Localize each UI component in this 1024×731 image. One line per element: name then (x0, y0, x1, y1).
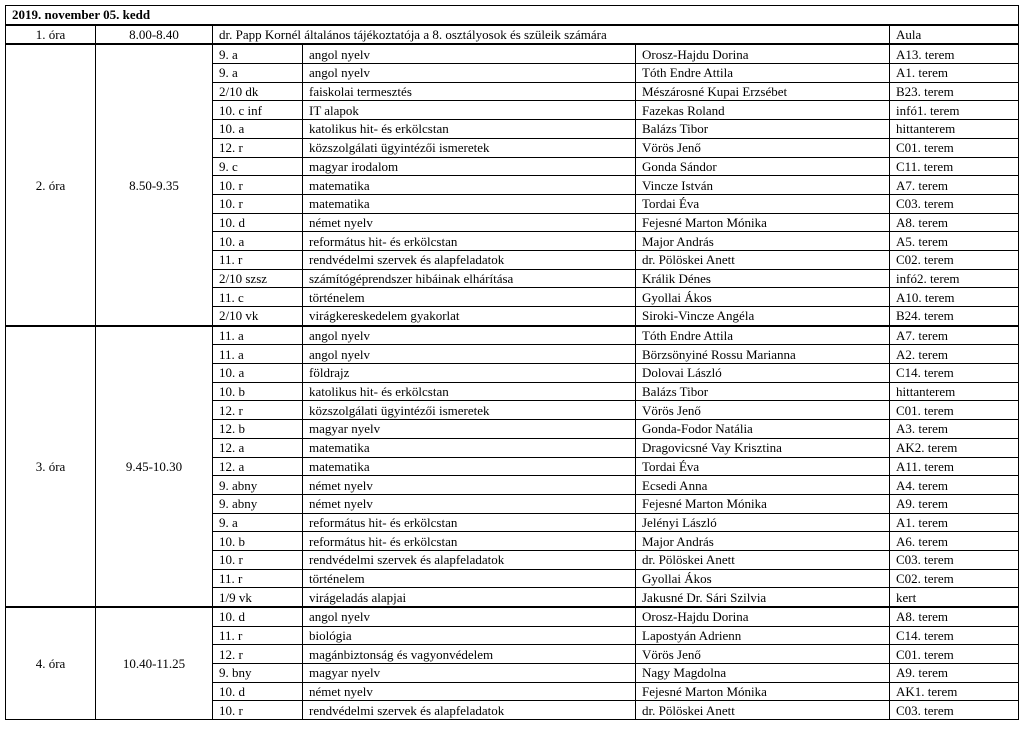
class-cell: 12. a (213, 457, 303, 476)
room-cell: A1. terem (890, 513, 1019, 532)
subject-cell: közszolgálati ügyintézői ismeretek (303, 138, 636, 157)
teacher-cell: Jakusné Dr. Sári Szilvia (636, 588, 890, 607)
room-cell: AK2. terem (890, 438, 1019, 457)
teacher-cell: dr. Pölöskei Anett (636, 250, 890, 269)
class-cell: 11. c (213, 288, 303, 307)
subject-cell: angol nyelv (303, 44, 636, 63)
teacher-cell: Gyollai Ákos (636, 569, 890, 588)
subject-cell: földrajz (303, 364, 636, 383)
room-cell: C01. terem (890, 645, 1019, 664)
room-cell: B23. terem (890, 82, 1019, 101)
date-header: 2019. november 05. kedd (6, 6, 1019, 25)
teacher-cell: Gonda-Fodor Natália (636, 420, 890, 439)
teacher-cell: Tóth Endre Attila (636, 326, 890, 345)
teacher-cell: Fazekas Roland (636, 101, 890, 120)
subject-cell: matematika (303, 176, 636, 195)
subject-cell: német nyelv (303, 476, 636, 495)
room-cell: A13. terem (890, 44, 1019, 63)
teacher-cell: Vörös Jenő (636, 645, 890, 664)
class-cell: 11. r (213, 626, 303, 645)
subject-cell: rendvédelmi szervek és alapfeladatok (303, 250, 636, 269)
teacher-cell: Fejesné Marton Mónika (636, 213, 890, 232)
subject-cell: angol nyelv (303, 607, 636, 626)
table-row (6, 44, 1019, 63)
teacher-cell: Dragovicsné Vay Krisztina (636, 438, 890, 457)
teacher-cell: Balázs Tibor (636, 120, 890, 139)
teacher-cell: Králik Dénes (636, 269, 890, 288)
class-cell: 12. r (213, 138, 303, 157)
room-cell: A5. terem (890, 232, 1019, 251)
period-label: 1. óra (6, 25, 96, 45)
room-cell: B24. terem (890, 307, 1019, 326)
class-cell: 10. a (213, 120, 303, 139)
subject-cell: történelem (303, 288, 636, 307)
teacher-cell: Tordai Éva (636, 194, 890, 213)
subject-cell: számítógéprendszer hibáinak elhárítása (303, 269, 636, 288)
class-cell: 11. r (213, 569, 303, 588)
class-cell: 12. r (213, 645, 303, 664)
class-cell: 9. c (213, 157, 303, 176)
teacher-cell: Fejesné Marton Mónika (636, 682, 890, 701)
period-time: 9.45-10.30 (96, 326, 213, 607)
class-cell: 10. r (213, 701, 303, 720)
period-time: 8.50-9.35 (96, 44, 213, 325)
room-cell: A6. terem (890, 532, 1019, 551)
room-cell: C03. terem (890, 701, 1019, 720)
subject-cell: református hit- és erkölcstan (303, 532, 636, 551)
subject-cell: magánbiztonság és vagyonvédelem (303, 645, 636, 664)
period-block (6, 607, 1019, 720)
subject-cell: IT alapok (303, 101, 636, 120)
class-cell: 11. a (213, 326, 303, 345)
period-block (6, 326, 1019, 607)
class-cell: 10. d (213, 682, 303, 701)
class-cell: 2/10 dk (213, 82, 303, 101)
teacher-cell: Fejesné Marton Mónika (636, 494, 890, 513)
event-description: dr. Papp Kornél általános tájékoztatója a 8. osztályosok és szüleik számára (213, 25, 890, 45)
room-cell: A9. terem (890, 664, 1019, 683)
teacher-cell: Tordai Éva (636, 457, 890, 476)
table-row (6, 607, 1019, 626)
period-label: 4. óra (6, 607, 96, 720)
class-cell: 10. d (213, 213, 303, 232)
subject-cell: angol nyelv (303, 326, 636, 345)
subject-cell: magyar nyelv (303, 420, 636, 439)
subject-cell: rendvédelmi szervek és alapfeladatok (303, 550, 636, 569)
subject-cell: virágkereskedelem gyakorlat (303, 307, 636, 326)
class-cell: 9. abny (213, 494, 303, 513)
teacher-cell: Lapostyán Adrienn (636, 626, 890, 645)
class-cell: 10. r (213, 176, 303, 195)
subject-cell: református hit- és erkölcstan (303, 232, 636, 251)
room-cell: C01. terem (890, 401, 1019, 420)
teacher-cell: Vörös Jenő (636, 401, 890, 420)
class-cell: 9. abny (213, 476, 303, 495)
class-cell: 10. r (213, 550, 303, 569)
teacher-cell: Gyollai Ákos (636, 288, 890, 307)
subject-cell: rendvédelmi szervek és alapfeladatok (303, 701, 636, 720)
class-cell: 2/10 szsz (213, 269, 303, 288)
first-period-row (6, 25, 1019, 45)
teacher-cell: Vörös Jenő (636, 138, 890, 157)
teacher-cell: Balázs Tibor (636, 382, 890, 401)
room-cell: infó2. terem (890, 269, 1019, 288)
subject-cell: történelem (303, 569, 636, 588)
class-cell: 11. a (213, 345, 303, 364)
class-cell: 10. b (213, 532, 303, 551)
class-cell: 10. r (213, 194, 303, 213)
room-cell: A4. terem (890, 476, 1019, 495)
room-cell: C14. terem (890, 626, 1019, 645)
room-cell: A8. terem (890, 213, 1019, 232)
teacher-cell: Mészárosné Kupai Erzsébet (636, 82, 890, 101)
subject-cell: angol nyelv (303, 345, 636, 364)
schedule-table (5, 5, 1019, 720)
class-cell: 9. a (213, 44, 303, 63)
subject-cell: matematika (303, 438, 636, 457)
room-cell: A7. terem (890, 176, 1019, 195)
teacher-cell: Major András (636, 532, 890, 551)
subject-cell: német nyelv (303, 494, 636, 513)
class-cell: 1/9 vk (213, 588, 303, 607)
room-cell: C03. terem (890, 194, 1019, 213)
period-label: 3. óra (6, 326, 96, 607)
subject-cell: közszolgálati ügyintézői ismeretek (303, 401, 636, 420)
subject-cell: matematika (303, 194, 636, 213)
teacher-cell: Gonda Sándor (636, 157, 890, 176)
teacher-cell: Siroki-Vincze Angéla (636, 307, 890, 326)
room-cell: C14. terem (890, 364, 1019, 383)
class-cell: 9. a (213, 513, 303, 532)
teacher-cell: Vincze István (636, 176, 890, 195)
room-cell: hittanterem (890, 382, 1019, 401)
class-cell: 11. r (213, 250, 303, 269)
period-block (6, 44, 1019, 325)
room-cell: A7. terem (890, 326, 1019, 345)
room-cell: A3. terem (890, 420, 1019, 439)
room-cell: hittanterem (890, 120, 1019, 139)
teacher-cell: dr. Pölöskei Anett (636, 550, 890, 569)
class-cell: 9. a (213, 64, 303, 83)
teacher-cell: Nagy Magdolna (636, 664, 890, 683)
subject-cell: magyar nyelv (303, 664, 636, 683)
class-cell: 10. a (213, 364, 303, 383)
subject-cell: magyar irodalom (303, 157, 636, 176)
class-cell: 12. r (213, 401, 303, 420)
room-cell: A10. terem (890, 288, 1019, 307)
period-time: 8.00-8.40 (96, 25, 213, 45)
class-cell: 2/10 vk (213, 307, 303, 326)
period-label: 2. óra (6, 44, 96, 325)
teacher-cell: dr. Pölöskei Anett (636, 701, 890, 720)
room-cell: Aula (890, 25, 1019, 45)
date-header-row (6, 6, 1019, 25)
teacher-cell: Jelényi László (636, 513, 890, 532)
period-time: 10.40-11.25 (96, 607, 213, 720)
room-cell: AK1. terem (890, 682, 1019, 701)
room-cell: A8. terem (890, 607, 1019, 626)
teacher-cell: Börzsönyiné Rossu Marianna (636, 345, 890, 364)
subject-cell: virágeladás alapjai (303, 588, 636, 607)
teacher-cell: Orosz-Hajdu Dorina (636, 607, 890, 626)
teacher-cell: Orosz-Hajdu Dorina (636, 44, 890, 63)
subject-cell: katolikus hit- és erkölcstan (303, 120, 636, 139)
teacher-cell: Dolovai László (636, 364, 890, 383)
class-cell: 12. a (213, 438, 303, 457)
class-cell: 10. b (213, 382, 303, 401)
class-cell: 10. c inf (213, 101, 303, 120)
room-cell: A9. terem (890, 494, 1019, 513)
room-cell: A11. terem (890, 457, 1019, 476)
class-cell: 10. d (213, 607, 303, 626)
room-cell: A1. terem (890, 64, 1019, 83)
class-cell: 10. a (213, 232, 303, 251)
subject-cell: német nyelv (303, 213, 636, 232)
room-cell: C03. terem (890, 550, 1019, 569)
room-cell: C02. terem (890, 569, 1019, 588)
subject-cell: faiskolai termesztés (303, 82, 636, 101)
teacher-cell: Ecsedi Anna (636, 476, 890, 495)
table-row (6, 326, 1019, 345)
subject-cell: matematika (303, 457, 636, 476)
room-cell: A2. terem (890, 345, 1019, 364)
room-cell: C11. terem (890, 157, 1019, 176)
room-cell: C02. terem (890, 250, 1019, 269)
class-cell: 9. bny (213, 664, 303, 683)
class-cell: 12. b (213, 420, 303, 439)
room-cell: kert (890, 588, 1019, 607)
teacher-cell: Major András (636, 232, 890, 251)
subject-cell: katolikus hit- és erkölcstan (303, 382, 636, 401)
room-cell: C01. terem (890, 138, 1019, 157)
subject-cell: református hit- és erkölcstan (303, 513, 636, 532)
room-cell: infó1. terem (890, 101, 1019, 120)
subject-cell: német nyelv (303, 682, 636, 701)
subject-cell: angol nyelv (303, 64, 636, 83)
teacher-cell: Tóth Endre Attila (636, 64, 890, 83)
subject-cell: biológia (303, 626, 636, 645)
